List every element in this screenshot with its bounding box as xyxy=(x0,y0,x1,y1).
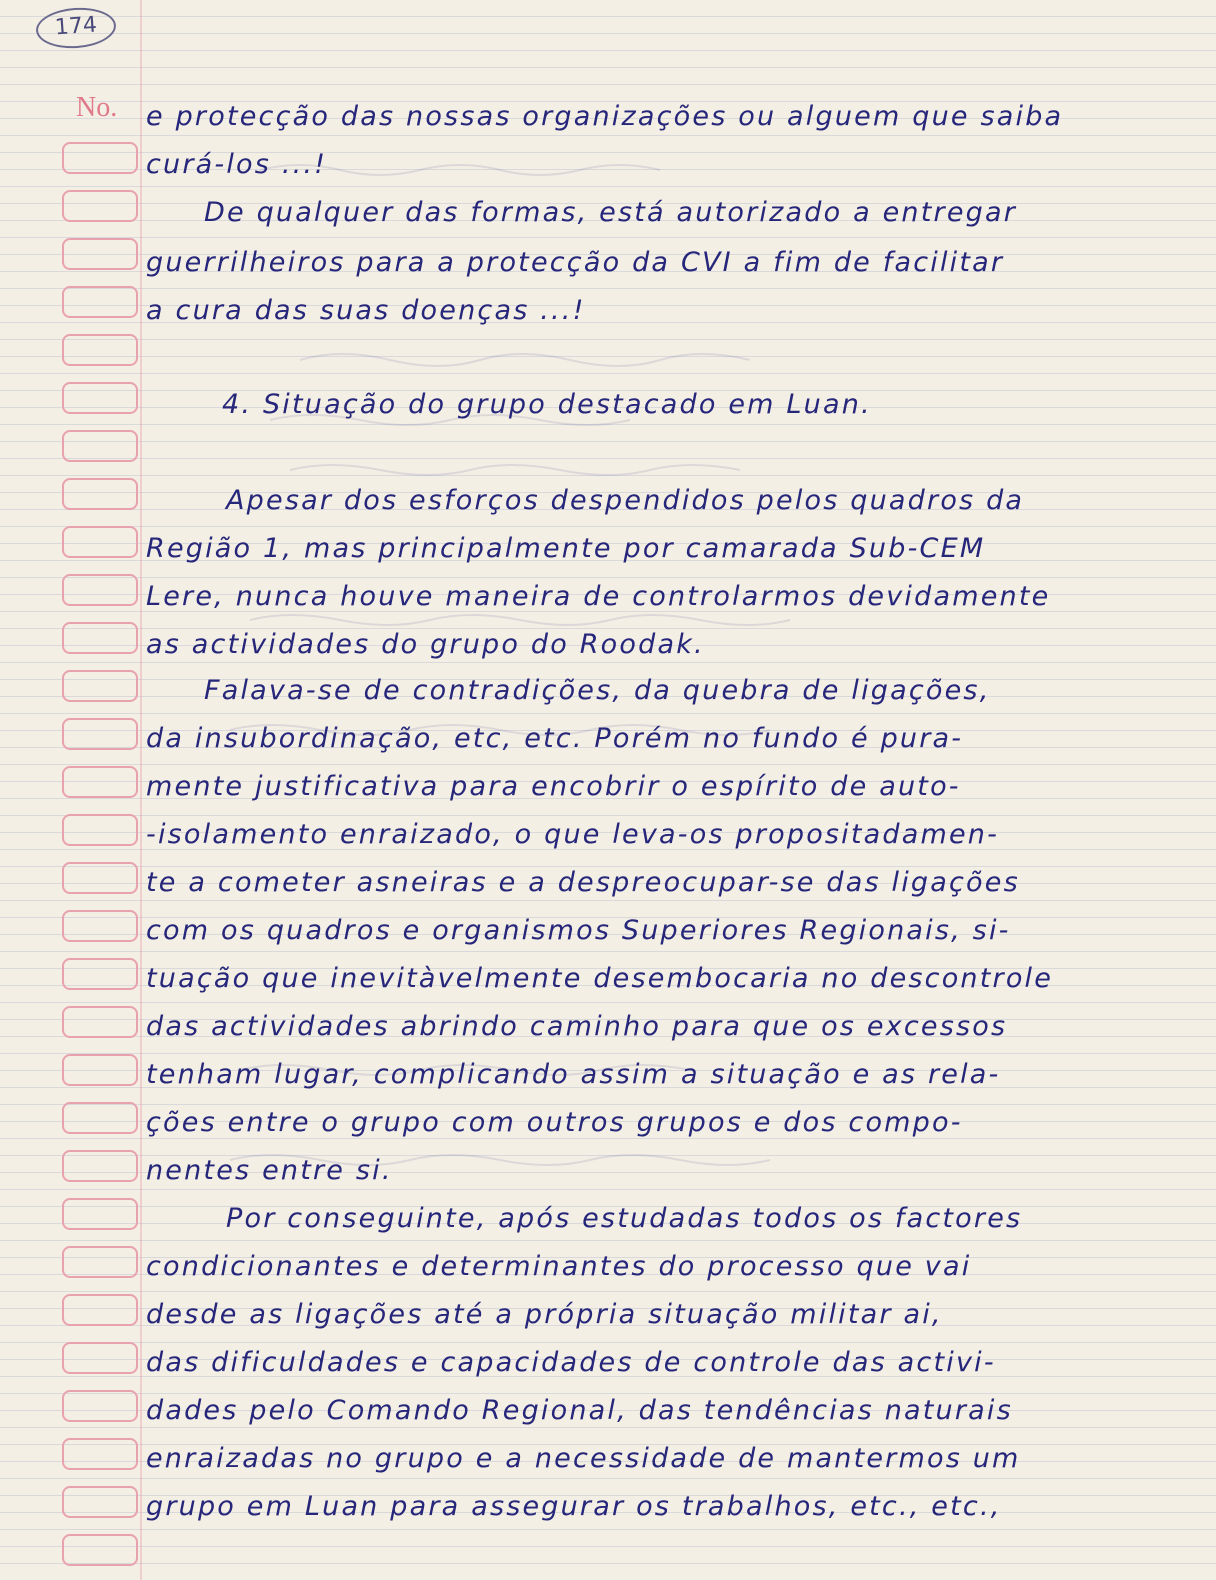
text-line: das actividades abrindo caminho para que os excessos xyxy=(146,1011,1008,1042)
margin-box xyxy=(62,670,138,702)
margin-box xyxy=(62,382,138,414)
margin-box xyxy=(62,430,138,462)
text-line: mente justificativa para encobrir o espírito de auto- xyxy=(146,771,961,802)
margin-box xyxy=(62,286,138,318)
text-line: e protecção das nossas organizações ou alguem que saiba xyxy=(146,101,1064,132)
margin-box xyxy=(62,526,138,558)
text-line: Falava-se de contradições, da quebra de ligações, xyxy=(204,675,991,706)
margin-box xyxy=(62,238,138,270)
text-line: condicionantes e determinantes do processo que vai xyxy=(146,1251,972,1282)
text-line: -isolamento enraizado, o que leva-os propositadamen- xyxy=(146,819,1000,850)
margin-rule xyxy=(140,0,142,1580)
margin-box xyxy=(62,766,138,798)
margin-box xyxy=(62,1198,138,1230)
margin-box xyxy=(62,1486,138,1518)
margin-box xyxy=(62,1006,138,1038)
text-line: desde as ligações até a própria situação militar ai, xyxy=(146,1299,943,1330)
margin-box xyxy=(62,1534,138,1566)
margin-box xyxy=(62,1150,138,1182)
text-line: Região 1, mas principalmente por camarada Sub-CEM xyxy=(146,533,986,564)
margin-box xyxy=(62,478,138,510)
margin-box xyxy=(62,718,138,750)
text-line: tenham lugar, complicando assim a situação e as rela- xyxy=(146,1059,1001,1090)
page-number: 174 xyxy=(35,5,118,50)
section-heading: 4. Situação do grupo destacado em Luan. xyxy=(222,389,872,420)
margin-box xyxy=(62,1438,138,1470)
text-line: dades pelo Comando Regional, das tendências naturais xyxy=(146,1395,1013,1426)
margin-box xyxy=(62,814,138,846)
text-line: tuação que inevitàvelmente desembocaria no descontrole xyxy=(146,963,1054,994)
text-line: as actividades do grupo do Roodak. xyxy=(146,629,705,660)
margin-box xyxy=(62,958,138,990)
margin-box xyxy=(62,862,138,894)
text-line: curá-los ...! xyxy=(146,149,328,180)
text-line: da insubordinação, etc, etc. Porém no fundo é pura- xyxy=(146,723,964,754)
margin-box xyxy=(62,622,138,654)
margin-box xyxy=(62,1390,138,1422)
margin-box xyxy=(62,334,138,366)
margin-box xyxy=(62,910,138,942)
form-number-label: No. xyxy=(76,92,118,123)
text-line: Apesar dos esforços despendidos pelos quadros da xyxy=(226,485,1025,516)
text-line: te a cometer asneiras e a despreocupar-se das ligações xyxy=(146,867,1020,898)
margin-box xyxy=(62,1342,138,1374)
text-line: Lere, nunca houve maneira de controlarmos devidamente xyxy=(146,581,1051,612)
margin-box xyxy=(62,1294,138,1326)
text-line: Por conseguinte, após estudadas todos os factores xyxy=(226,1203,1023,1234)
text-line: grupo em Luan para assegurar os trabalhos, etc., etc., xyxy=(146,1491,1002,1522)
margin-box xyxy=(62,190,138,222)
text-line: nentes entre si. xyxy=(146,1155,393,1186)
margin-box xyxy=(62,1102,138,1134)
text-line: ções entre o grupo com outros grupos e dos compo- xyxy=(146,1107,963,1138)
margin-box xyxy=(62,1054,138,1086)
text-line: De qualquer das formas, está autorizado a entregar xyxy=(204,197,1018,228)
text-line: das dificuldades e capacidades de controle das activi- xyxy=(146,1347,996,1378)
text-line: guerrilheiros para a protecção da CVI a fim de facilitar xyxy=(146,247,1005,278)
margin-box xyxy=(62,1246,138,1278)
margin-box xyxy=(62,142,138,174)
margin-box xyxy=(62,574,138,606)
text-line: enraizadas no grupo e a necessidade de mantermos um xyxy=(146,1443,1021,1474)
text-line: a cura das suas doenças ...! xyxy=(146,295,586,326)
text-line: com os quadros e organismos Superiores Regionais, si- xyxy=(146,915,1011,946)
